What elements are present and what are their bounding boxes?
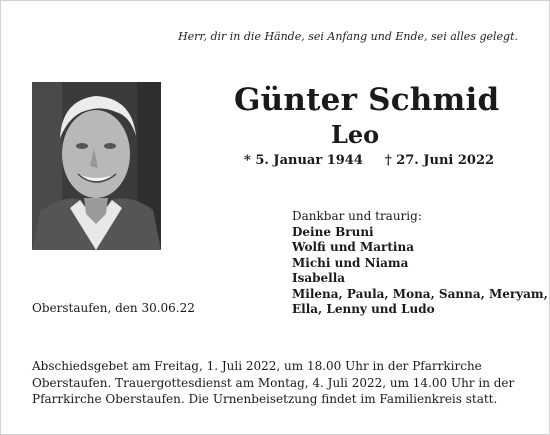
service-notice	[32, 358, 514, 408]
birth-date: * 5. Januar 1944	[244, 153, 363, 168]
death-date: † 27. Juni 2022	[384, 153, 495, 168]
place-and-date: Oberstaufen, den 30.06.22	[32, 301, 195, 315]
mourners-intro: Dankbar und traurig:	[292, 209, 422, 223]
portrait-photo	[32, 82, 161, 250]
mourner-line: Milena, Paula, Mona, Sanna, Meryam,	[292, 286, 548, 301]
mourner-line: Deine Bruni	[292, 224, 374, 239]
deceased-name: Günter Schmid	[234, 82, 500, 118]
mourner-line: Isabella	[292, 271, 346, 285]
mourner-line: Michi und Niama	[292, 255, 409, 270]
deceased-nickname: Leo	[331, 120, 380, 149]
notice-line: Pfarrkirche Oberstaufen. Die Urnenbeisetzung findet im Familienkreis statt.	[32, 392, 498, 406]
life-dates	[244, 153, 494, 168]
mourners-block	[292, 209, 548, 318]
notice-line: Oberstaufen. Trauergottesdienst am Montag, 4. Juli 2022, um 14.00 Uhr in der	[32, 375, 515, 390]
motto-verse: Herr, dir in die Hände, sei Anfang und Ende, sei alles gelegt.	[178, 30, 518, 43]
mourner-line: Wolfi und Martina	[292, 240, 414, 254]
mourner-line: Ella, Lenny und Ludo	[292, 302, 435, 316]
notice-line: Abschiedsgebet am Freitag, 1. Juli 2022, um 18.00 Uhr in der Pfarrkirche	[32, 359, 482, 373]
